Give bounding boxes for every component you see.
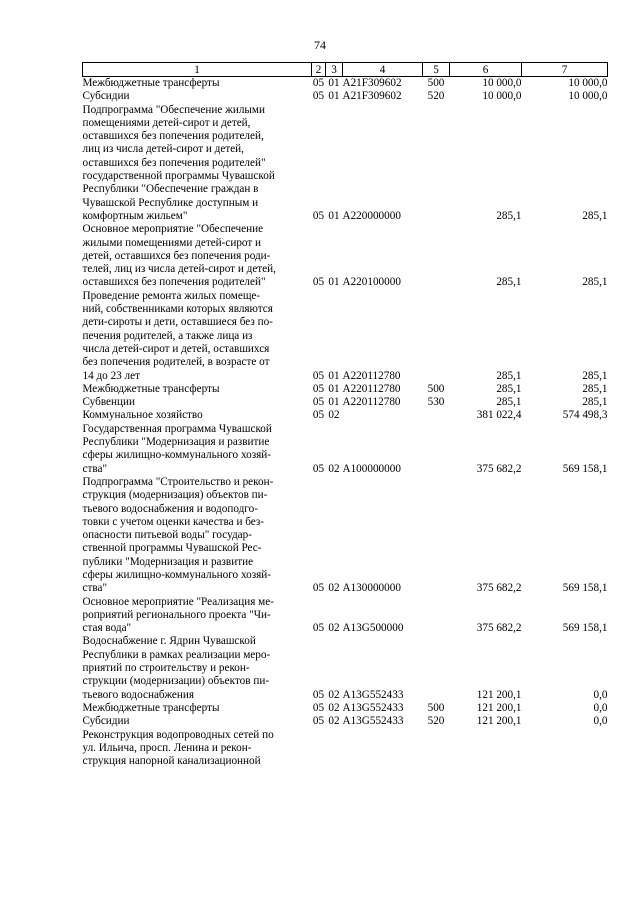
row-name-line: публики "Модернизация и развитие	[82, 555, 254, 568]
table-row	[83, 223, 608, 289]
cell-c2: 05	[312, 715, 325, 728]
row-name-line: оставшихся без попечения родителей"	[82, 156, 266, 169]
column-header: 1	[83, 63, 312, 77]
row-name-line: печения родителей, а также лица из	[82, 329, 253, 342]
cell-c2: 05	[312, 209, 325, 222]
cell-c7: 285,1	[582, 396, 608, 409]
table-row	[83, 290, 608, 383]
table-row	[83, 90, 608, 103]
row-name-line: струкция напорной канализационной	[82, 755, 261, 768]
row-name	[83, 104, 312, 224]
cell-c5: 500	[427, 382, 445, 395]
cell-c2: 05	[312, 369, 325, 382]
row-name-line: Республики "Модернизация и развитие	[82, 436, 270, 449]
cell-c7: 285,1	[582, 209, 608, 222]
cell-c6: 285,1	[496, 382, 522, 395]
cell-c6: 375 682,2	[476, 462, 522, 475]
row-name	[83, 77, 312, 91]
cell-c4: A13G552433	[342, 715, 404, 728]
cell-c3: 02	[328, 688, 340, 701]
cell-c3: 01	[328, 396, 340, 409]
cell-c5	[423, 223, 450, 289]
row-name-line: сферы жилищно-коммунального хозяй-	[82, 449, 271, 462]
row-name-line: Межбюджетные трансферты	[82, 701, 220, 714]
cell-c2: 05	[312, 688, 325, 701]
table-row	[83, 409, 608, 422]
cell-c4: A21F309602	[342, 90, 402, 103]
row-name	[83, 635, 312, 701]
cell-c6: 285,1	[496, 396, 522, 409]
cell-c5	[423, 409, 450, 422]
cell-c4: A130000000	[342, 582, 401, 595]
cell-c2: 05	[312, 462, 325, 475]
cell-c3: 01	[328, 90, 340, 103]
cell-c4: A220112780	[342, 396, 401, 409]
row-name-line: Республики "Обеспечение граждан в	[82, 183, 259, 196]
cell-c2: 05	[312, 409, 325, 422]
cell-c3: 02	[328, 409, 340, 422]
row-name-line: Коммунальное хозяйство	[82, 409, 203, 422]
cell-c4: A13G552433	[342, 701, 404, 714]
row-name-line: жилыми помещениями детей-сирот и	[82, 236, 262, 249]
cell-c4: A100000000	[342, 462, 401, 475]
row-name-line: стая вода"	[82, 622, 132, 635]
row-name-line: Субсидии	[82, 90, 130, 103]
cell-c2: 05	[312, 622, 325, 635]
cell-c3: 02	[328, 701, 340, 714]
row-name	[83, 715, 312, 728]
cell-c5	[423, 423, 450, 476]
cell-c5: 530	[427, 396, 445, 409]
cell-c3: 01	[328, 77, 340, 89]
row-name	[83, 383, 312, 396]
cell-c5	[423, 290, 450, 383]
cell-c3: 02	[328, 582, 340, 595]
row-name-line: числа детей-сирот и детей, оставшихся	[82, 342, 270, 355]
cell-c3: 01	[328, 276, 340, 289]
cell-c6: 10 000,0	[482, 77, 522, 89]
table-row	[83, 396, 608, 409]
column-header: 4	[343, 63, 423, 77]
page-number: 74	[314, 38, 326, 52]
cell-c4: A220112780	[342, 369, 401, 382]
row-name-line: оставшихся без попечения родителей,	[82, 130, 264, 143]
cell-c5	[423, 476, 450, 596]
column-header: 7	[522, 63, 608, 77]
row-name	[83, 702, 312, 715]
row-name-line: тьевого водоснабжения и водоподго-	[82, 502, 258, 515]
row-name-line: Основное мероприятие "Реализация ме-	[82, 595, 274, 608]
table-body	[83, 77, 608, 769]
row-name	[83, 90, 312, 103]
row-name-line: детей, оставшихся без попечения роди-	[82, 249, 271, 262]
row-name-line: Проведение ремонта жилых помеще-	[82, 289, 261, 302]
row-name-line: опасности питьевой воды" государ-	[82, 529, 252, 542]
row-name-line: ственной программы Чувашской Рес-	[82, 542, 262, 555]
row-name-line: Государственная программа Чувашской	[82, 422, 272, 435]
cell-c2: 05	[312, 77, 325, 89]
cell-c7: 285,1	[582, 369, 608, 382]
column-header: 3	[326, 63, 343, 77]
row-name-line: Межбюджетные трансферты	[82, 382, 220, 395]
row-name	[83, 476, 312, 596]
cell-c7: 569 158,1	[562, 582, 608, 595]
cell-c6	[450, 729, 522, 769]
cell-c3: 01	[328, 382, 340, 395]
cell-c4: A220100000	[342, 276, 401, 289]
cell-c4: A13G500000	[342, 622, 404, 635]
row-name	[83, 396, 312, 409]
row-name-line: тьевого водоснабжения	[82, 688, 194, 701]
table-header-row	[83, 63, 608, 77]
row-name-line: ства"	[82, 462, 108, 475]
cell-c4	[343, 409, 423, 422]
column-header: 6	[450, 63, 522, 77]
row-name-line: ул. Ильича, просп. Ленина и рекон-	[82, 741, 252, 754]
cell-c5	[423, 104, 450, 224]
row-name	[83, 596, 312, 636]
cell-c5	[423, 635, 450, 701]
cell-c6: 285,1	[496, 209, 522, 222]
row-name-line: товки с учетом оценки качества и без-	[82, 515, 265, 528]
cell-c2: 05	[312, 90, 325, 103]
row-name	[83, 423, 312, 476]
cell-c3: 02	[328, 622, 340, 635]
budget-table	[82, 62, 608, 768]
cell-c7: 0,0	[593, 688, 608, 701]
row-name-line: оставшихся без попечения родителей"	[82, 276, 266, 289]
row-name-line: Подпрограмма "Обеспечение жилыми	[82, 103, 265, 116]
table-row	[83, 702, 608, 715]
cell-c5	[423, 596, 450, 636]
cell-c5: 520	[427, 90, 445, 103]
row-name-line: Чувашской Республике доступным и	[82, 196, 259, 209]
row-name-line: Межбюджетные трансферты	[82, 77, 220, 89]
row-name-line: телей, лиц из числа детей-сирот и детей,	[82, 263, 276, 276]
cell-c7: 10 000,0	[568, 90, 608, 103]
row-name-line: Водоснабжение г. Ядрин Чувашской	[82, 635, 256, 648]
cell-c2: 05	[312, 701, 325, 714]
cell-c7: 285,1	[582, 382, 608, 395]
row-name	[83, 223, 312, 289]
cell-c4	[343, 729, 423, 769]
row-name-line: государственной программы Чувашской	[82, 170, 275, 183]
table-row	[83, 729, 608, 769]
cell-c3: 02	[328, 715, 340, 728]
cell-c7: 569 158,1	[562, 462, 608, 475]
row-name-line: лиц из числа детей-сирот и детей,	[82, 143, 244, 156]
row-name-line: 14 до 23 лет	[82, 369, 140, 382]
row-name-line: комфортным жильем"	[82, 209, 188, 222]
cell-c7: 285,1	[582, 276, 608, 289]
cell-c5	[423, 729, 450, 769]
column-header: 5	[423, 63, 450, 77]
cell-c4: A21F309602	[342, 77, 402, 89]
cell-c3	[326, 729, 343, 769]
row-name-line: Основное мероприятие "Обеспечение	[82, 223, 264, 236]
row-name-line: Субсидии	[82, 715, 130, 728]
cell-c7: 0,0	[593, 715, 608, 728]
row-name-line: Республики в рамках реализации меро-	[82, 648, 271, 661]
cell-c4: A220112780	[342, 382, 401, 395]
cell-c6: 121 200,1	[476, 701, 522, 714]
row-name-line: сферы жилищно-коммунального хозяй-	[82, 568, 271, 581]
cell-c6: 375 682,2	[476, 622, 522, 635]
cell-c2: 05	[312, 582, 325, 595]
cell-c2: 05	[312, 276, 325, 289]
table-row	[83, 476, 608, 596]
table-row	[83, 596, 608, 636]
cell-c7: 0,0	[593, 701, 608, 714]
cell-c7: 574 498,3	[562, 409, 608, 422]
cell-c3: 01	[328, 369, 340, 382]
cell-c3: 01	[328, 209, 340, 222]
cell-c2: 05	[312, 382, 325, 395]
cell-c6: 375 682,2	[476, 582, 522, 595]
table-row	[83, 423, 608, 476]
row-name-line: ний, собственниками которых являются	[82, 303, 273, 316]
table-row	[83, 104, 608, 224]
row-name	[83, 729, 312, 769]
row-name-line: Субвенции	[82, 396, 135, 409]
cell-c4: A220000000	[342, 209, 401, 222]
table-row	[83, 715, 608, 728]
row-name-line: помещениями детей-сирот и детей,	[82, 116, 251, 129]
cell-c7: 10 000,0	[568, 77, 608, 89]
column-header: 2	[312, 63, 326, 77]
row-name	[83, 290, 312, 383]
cell-c7	[522, 729, 608, 769]
row-name	[83, 409, 312, 422]
cell-c6: 381 022,4	[476, 409, 522, 422]
cell-c5: 500	[427, 77, 445, 89]
cell-c4: A13G552433	[342, 688, 404, 701]
cell-c7: 569 158,1	[562, 622, 608, 635]
row-name-line: Реконструкция водопроводных сетей по	[82, 728, 274, 741]
row-name-line: Подпрограмма "Строительство и рекон-	[82, 475, 274, 488]
cell-c3: 02	[328, 462, 340, 475]
cell-c6: 285,1	[496, 369, 522, 382]
cell-c2	[312, 729, 326, 769]
cell-c6: 121 200,1	[476, 688, 522, 701]
row-name-line: дети-сироты и дети, оставшиеся без по-	[82, 316, 273, 329]
row-name-line: струкции (модернизации) объектов пи-	[82, 675, 270, 688]
cell-c6: 10 000,0	[482, 90, 522, 103]
table-row	[83, 383, 608, 396]
row-name-line: струкция (модернизация) объектов пи-	[82, 489, 268, 502]
row-name-line: без попечения родителей, в возрасте от	[82, 356, 270, 369]
cell-c5: 500	[427, 701, 445, 714]
cell-c5: 520	[427, 715, 445, 728]
row-name-line: приятий по строительству и рекон-	[82, 662, 250, 675]
cell-c6: 285,1	[496, 276, 522, 289]
row-name-line: ства"	[82, 582, 108, 595]
cell-c6: 121 200,1	[476, 715, 522, 728]
cell-c2: 05	[312, 396, 325, 409]
table-row	[83, 635, 608, 701]
row-name-line: роприятий регионального проекта "Чи-	[82, 608, 271, 621]
table-row	[83, 77, 608, 91]
